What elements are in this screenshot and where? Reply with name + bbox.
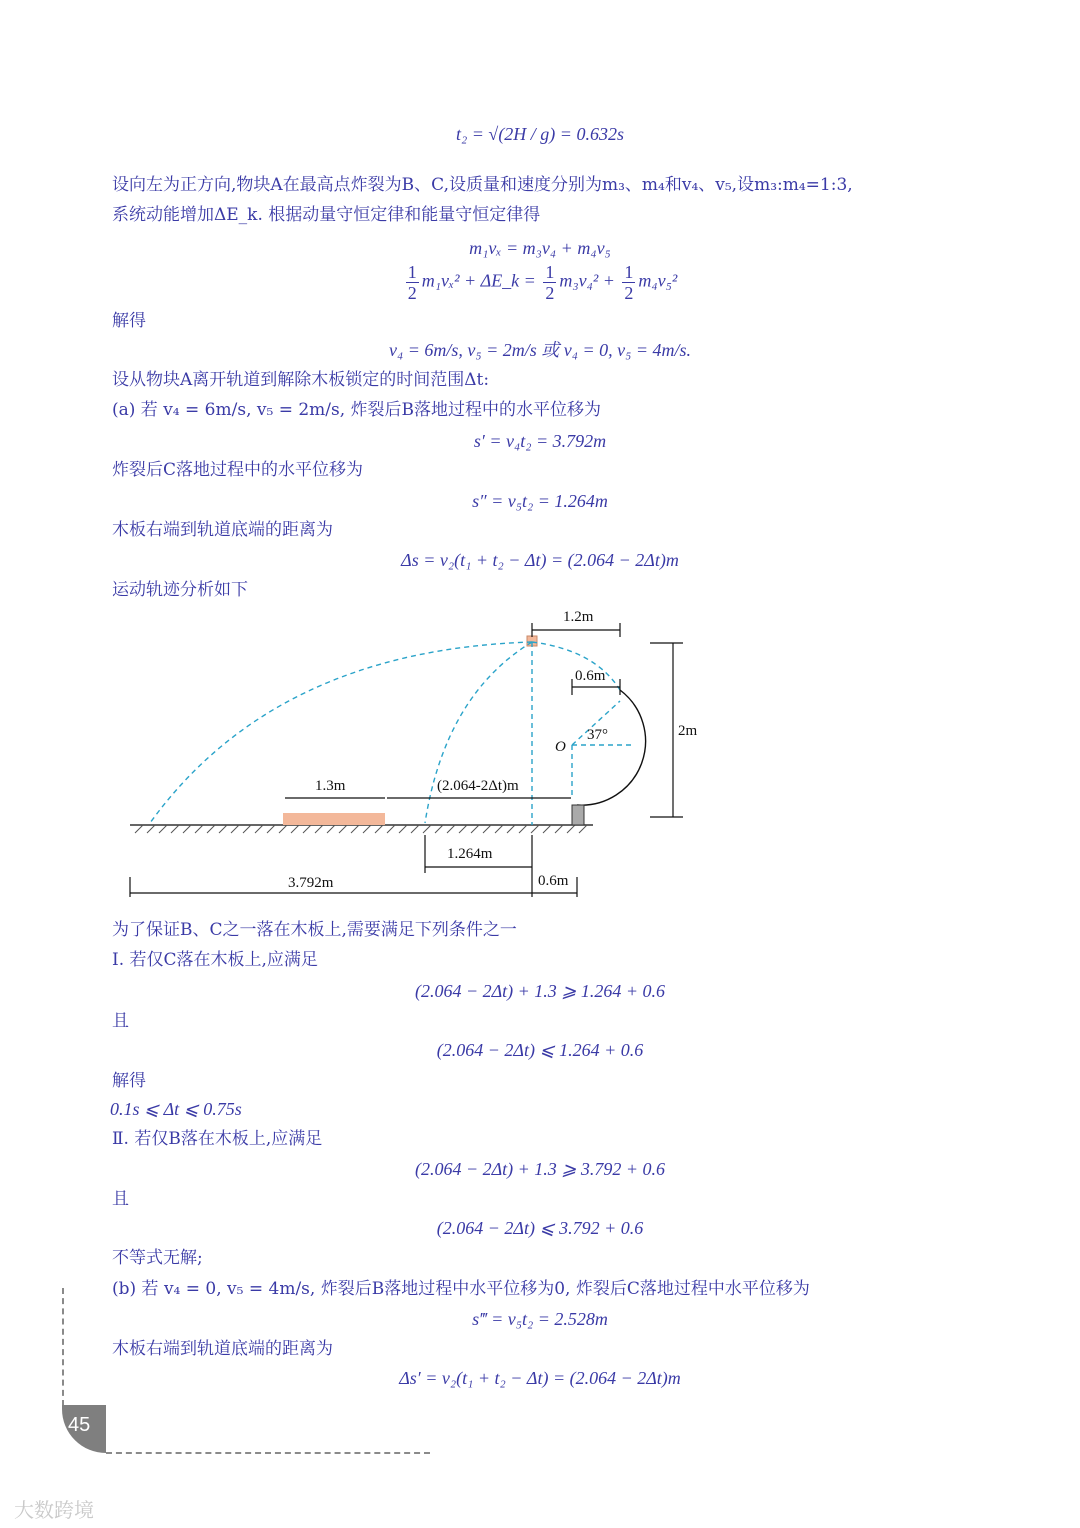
trajectory-b: [150, 642, 532, 823]
label-1-2m: 1.2m: [563, 609, 594, 625]
wooden-board: [283, 813, 385, 825]
text-line: (a) 若 v₄ = 6m/s, v₅ = 2m/s, 炸裂后B落地过程中的水平位移为: [112, 400, 602, 420]
formula-s1: s′ = v₄t₂ = 3.792m: [473, 431, 607, 451]
text-line: 设向左为正方向,物块A在最高点炸裂为B、C,设质量和速度分别为m₃、m₄和v₄、v₅,设m₃:m₄=1:3,: [112, 175, 853, 195]
text-line: 系统动能增加ΔE_k. 根据动量守恒定律和能量守恒定律得: [112, 205, 541, 225]
dimension-lines: [130, 623, 683, 897]
label-3-792m: 3.792m: [288, 875, 334, 891]
track-base: [572, 805, 584, 825]
text-line: Ⅰ. 若仅C落在木板上,应满足: [112, 950, 318, 970]
fraction-half: $\frac{1}{2}$: [624, 262, 634, 303]
circular-track: [577, 690, 646, 805]
text-line: 且: [112, 1011, 129, 1031]
formula-ineq-1: (2.064 − 2Δt) + 1.3 ⩾ 1.264 + 0.6: [414, 981, 666, 1001]
page-border-horizontal: [106, 1452, 430, 1454]
energy-rhs: m₄v₅²: [638, 270, 678, 291]
text-line: 且: [112, 1189, 129, 1209]
formula-ineq-3: (2.064 − 2Δt) + 1.3 ⩾ 3.792 + 0.6: [414, 1159, 666, 1179]
formula-t2-text: t₂ = √(2H / g) = 0.632s: [456, 124, 624, 144]
trajectory-c: [425, 642, 532, 823]
trajectory-figure: [125, 605, 705, 905]
energy-lhs: m₁vₓ² + ΔE_k =: [421, 270, 536, 291]
formula-s2: s″ = v₅t₂ = 1.264m: [472, 491, 608, 511]
formula-s3: s‴ = v₅t₂ = 2.528m: [472, 1309, 608, 1329]
label-0-6m-top: 0.6m: [575, 668, 606, 684]
page-border-vertical: [62, 1288, 64, 1406]
formula-delta-s: Δs = v₂(t₁ + t₂ − Δt) = (2.064 − 2Δt)m: [401, 550, 679, 570]
label-o: O: [555, 739, 566, 755]
text-line: 为了保证B、C之一落在木板上,需要满足下列条件之一: [112, 920, 517, 940]
formula-ineq-2: (2.064 − 2Δt) ⩽ 1.264 + 0.6: [436, 1040, 644, 1060]
formula-t2: [0, 122, 1080, 146]
ground: [130, 825, 593, 833]
text-line: 木板右端到轨道底端的距离为: [112, 1339, 333, 1359]
figure-labels: [288, 609, 698, 891]
text-line: 木板右端到轨道底端的距离为: [112, 520, 333, 540]
text-line: 炸裂后C落地过程中的水平位移为: [112, 460, 364, 480]
label-delta-distance: (2.064-2Δt)m: [437, 778, 519, 794]
page-number: 45: [68, 1414, 91, 1436]
fraction-half: $\frac{1}{2}$: [407, 262, 417, 303]
text-line: 解得: [112, 311, 146, 331]
formula-velocities: v₄ = 6m/s, v₅ = 2m/s 或 v₄ = 0, v₅ = 4m/s.: [388, 340, 692, 360]
text-line: 不等式无解;: [112, 1248, 203, 1268]
label-2m: 2m: [678, 723, 698, 739]
formula-result: 0.1s ⩽ Δt ⩽ 0.75s: [110, 1099, 242, 1119]
label-0-6m-bottom: 0.6m: [538, 873, 569, 889]
text-line: 设从物块A离开轨道到解除木板锁定的时间范围Δt:: [112, 370, 490, 390]
text-line: Ⅱ. 若仅B落在木板上,应满足: [112, 1129, 323, 1149]
formula-delta-s-prime: Δs′ = v₂(t₁ + t₂ − Δt) = (2.064 − 2Δt)m: [399, 1368, 681, 1388]
fraction-half: $\frac{1}{2}$: [545, 262, 555, 303]
label-37-deg: 37°: [587, 727, 608, 743]
formula-ineq-4: (2.064 − 2Δt) ⩽ 3.792 + 0.6: [436, 1218, 644, 1238]
formula-momentum: m₁vₓ = m₃v₄ + m₄v₅: [469, 238, 611, 258]
watermark: 大数跨境: [14, 1498, 94, 1522]
label-1-264m: 1.264m: [447, 846, 493, 862]
text-line: 解得: [112, 1071, 146, 1091]
text-line: 运动轨迹分析如下: [112, 580, 248, 600]
text-line: (b) 若 v₄ = 0, v₅ = 4m/s, 炸裂后B落地过程中水平位移为0, 炸裂后C落地过程中水平位移为: [112, 1279, 810, 1299]
energy-mid: m₃v₄² +: [559, 270, 615, 291]
label-1-3m: 1.3m: [315, 778, 346, 794]
formula-energy: [0, 262, 1080, 303]
